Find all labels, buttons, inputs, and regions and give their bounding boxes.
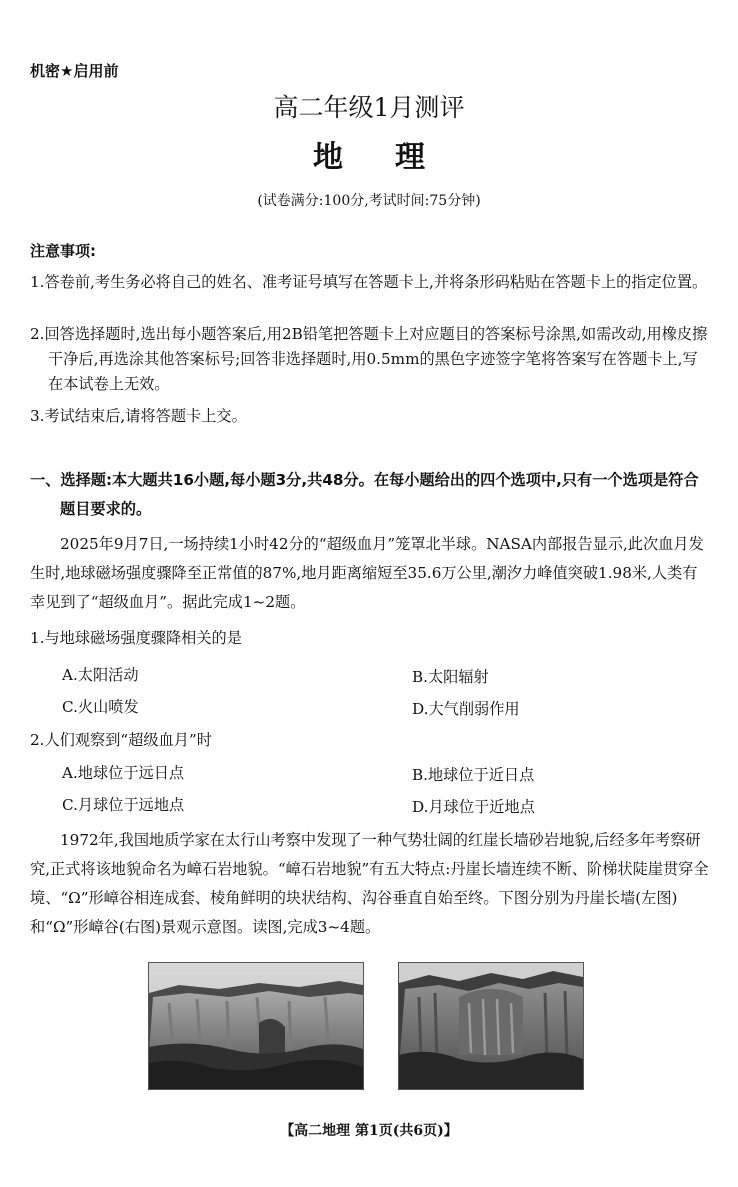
- question-1-option-c: C.火山喷发: [62, 698, 139, 716]
- material-paragraph-2: 1972年,我国地质学家在太行山考察中发现了一种气势壮阔的红崖长墙砂岩地貌,后经多年考察研究,正式将该地貌命名为嶂石岩地貌。“嶂石岩地貌”有五大特点:丹崖长墙连续不断、阶梯状陡崖贯穿全境、“Ω”形嶂谷相连成套、棱角鲜明的块状结构、沟谷垂直自始至终。下图分别为丹崖长墙(左图)和“Ω”形嶂谷(右图)景观示意图。读图,完成3~4题。: [30, 831, 709, 936]
- exam-meta: (试卷满分:100分,考试时间:75分钟): [257, 193, 481, 209]
- question-1-option-a: A.太阳活动: [62, 666, 139, 684]
- page-footer: 【高二地理 第1页(共6页)】: [280, 1123, 458, 1139]
- notice-item-2: 2.回答选择题时,选出每小题答案后,用2B铅笔把答题卡上对应题目的答案标号涂黑,如需改动,用橡皮擦干净后,再选涂其他答案标号;回答非选择题时,用0.5mm的黑色字迹签字笔将答案写在答题卡上,写在本试卷上无效。: [30, 325, 708, 393]
- notice-item-3: 3.考试结束后,请将答题卡上交。: [30, 407, 247, 425]
- material-paragraph-1: 2025年9月7日,一场持续1小时42分的“超级血月”笼罩北半球。NASA内部报告显示,此次血月发生时,地球磁场强度骤降至正常值的87%,地月距离缩短至35.6万公里,潮汐力峰值突破1.98米,人类有幸见到了“超级血月”。据此完成1~2题。: [30, 535, 704, 611]
- question-1-option-b: B.太阳辐射: [412, 668, 489, 686]
- notice-item-1: 1.答卷前,考生务必将自己的姓名、准考证号填写在答题卡上,并将条形码粘贴在答题卡上的指定位置。: [30, 273, 708, 291]
- question-2-option-d: D.月球位于近地点: [412, 798, 535, 816]
- question-2-option-c: C.月球位于远地点: [62, 796, 185, 814]
- section-heading: 一、选择题:本大题共16小题,每小题3分,共48分。在每小题给出的四个选项中,只有一个选项是符合题目要求的。: [30, 471, 699, 518]
- notice-heading: 注意事项:: [30, 242, 96, 260]
- cliff-wall-photo: [148, 962, 364, 1090]
- confidential-label: 机密★启用前: [30, 62, 119, 80]
- question-2-stem: 2.人们观察到“超级血月”时: [30, 731, 212, 749]
- omega-gorge-photo: [398, 962, 584, 1090]
- question-2-option-a: A.地球位于远日点: [62, 764, 185, 782]
- subject-title: 地理: [313, 140, 477, 175]
- question-1-stem: 1.与地球磁场强度骤降相关的是: [30, 629, 242, 647]
- exam-title: 高二年级1月测评: [273, 93, 465, 122]
- question-1-option-d: D.大气削弱作用: [412, 700, 520, 718]
- question-2-option-b: B.地球位于近日点: [412, 766, 535, 784]
